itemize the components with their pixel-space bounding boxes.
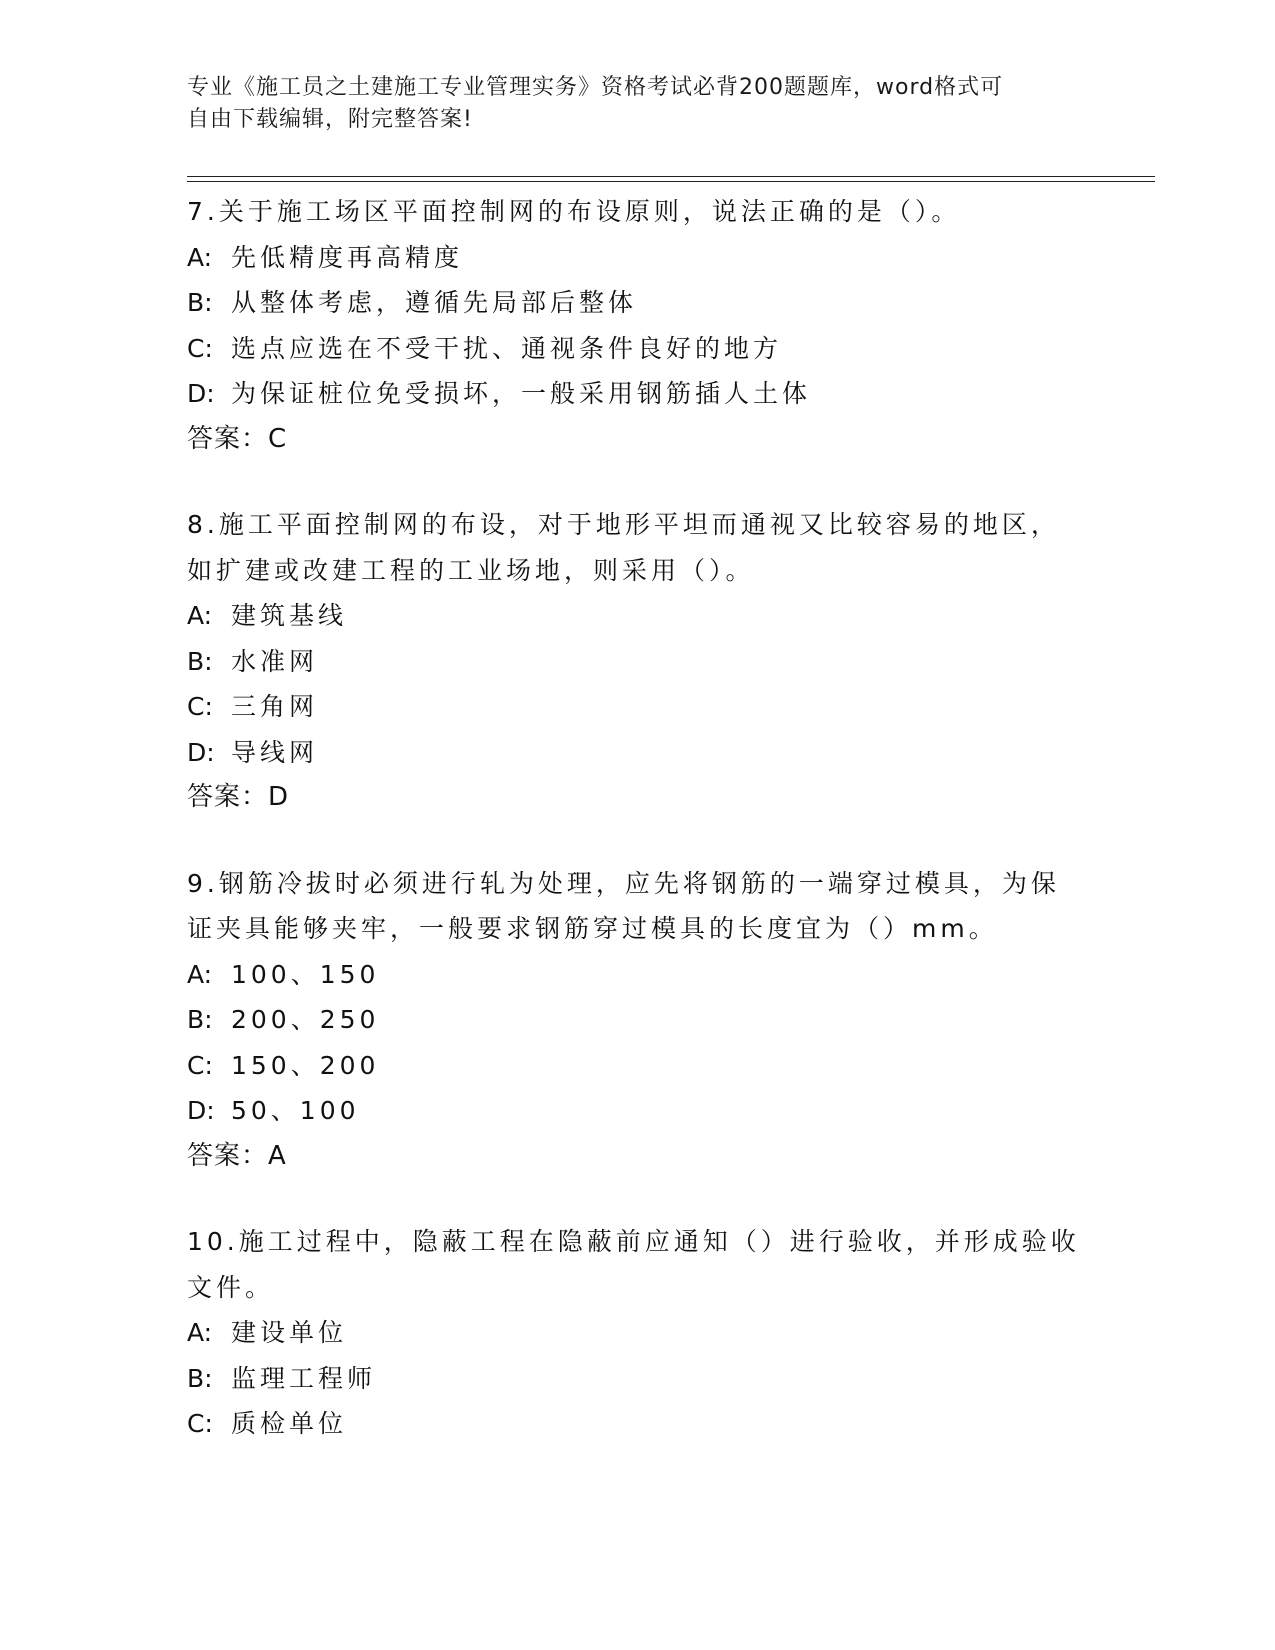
answer-option [187, 280, 1087, 326]
option-key: B: [187, 288, 213, 317]
header-line-1: 专业《施工员之土建施工专业管理实务》资格考试必背200题题库，word格式可 [187, 75, 1004, 100]
answer-option [187, 952, 1087, 998]
question-text: 9.钢筋冷拔时必须进行轧为处理，应先将钢筋的一端穿过模具，为保 [187, 868, 1060, 898]
answer-key: 答案：A [187, 1140, 287, 1171]
option-text: 200、250 [231, 1005, 380, 1034]
header-line-2: 自由下载编辑，附完整答案! [187, 107, 473, 132]
answer-option [187, 730, 1087, 776]
option-key: A: [187, 601, 213, 630]
option-text: 监理工程师 [231, 1363, 377, 1393]
option-key: C: [187, 1050, 213, 1080]
answer-option [187, 1043, 1087, 1089]
option-key: C: [187, 692, 213, 721]
question-item [187, 861, 1087, 1180]
option-text: 100、150 [231, 959, 380, 989]
option-text: 从整体考虑，遵循先局部后整体 [231, 288, 638, 317]
option-text: 建设单位 [231, 1318, 348, 1347]
question-text: 10.施工过程中，隐蔽工程在隐蔽前应通知（）进行验收，并形成验收 [187, 1227, 1080, 1256]
answer-option [187, 1356, 1087, 1402]
option-key: B: [187, 646, 213, 676]
option-key: C: [187, 1409, 213, 1438]
header-divider-top [187, 176, 1155, 177]
option-text: 为保证桩位免受损坏，一般采用钢筋插人土体 [231, 379, 812, 408]
option-text: 150、200 [231, 1050, 380, 1080]
option-key: A: [187, 959, 213, 989]
answer-option [187, 593, 1087, 639]
option-key: B: [187, 1363, 213, 1393]
option-text: 水准网 [231, 646, 319, 676]
option-text: 选点应选在不受干扰、通视条件良好的地方 [231, 333, 783, 363]
question-item [187, 189, 1087, 462]
question-text: 证夹具能够夹牢，一般要求钢筋穿过模具的长度宜为（）mm。 [187, 914, 998, 943]
option-text: 质检单位 [231, 1409, 348, 1438]
question-text: 7.关于施工场区平面控制网的布设原则，说法正确的是（）。 [187, 197, 961, 226]
question-list [187, 189, 1087, 1487]
option-key: D: [187, 1096, 215, 1125]
question-text: 8.施工平面控制网的布设，对于地形平坦而通视又比较容易的地区， [187, 510, 1060, 539]
option-text: 50、100 [231, 1096, 360, 1125]
option-key: C: [187, 333, 213, 363]
option-key: B: [187, 1005, 213, 1034]
option-text: 先低精度再高精度 [231, 242, 464, 272]
question-item [187, 1219, 1087, 1447]
answer-option [187, 1088, 1087, 1134]
option-key: D: [187, 379, 215, 408]
answer-option [187, 326, 1087, 372]
answer-option [187, 639, 1087, 685]
option-text: 建筑基线 [231, 601, 348, 630]
answer-option [187, 997, 1087, 1043]
answer-option [187, 371, 1087, 417]
answer-option [187, 1310, 1087, 1356]
option-text: 三角网 [231, 692, 319, 721]
answer-key: 答案：C [187, 423, 288, 454]
option-text: 导线网 [231, 737, 319, 767]
question-item [187, 502, 1087, 821]
option-key: A: [187, 242, 213, 272]
option-key: D: [187, 737, 215, 767]
answer-option [187, 235, 1087, 281]
question-text: 如扩建或改建工程的工业场地，则采用（）。 [187, 555, 755, 585]
document-header [187, 72, 1087, 136]
answer-option [187, 684, 1087, 730]
answer-option [187, 1401, 1087, 1447]
question-text: 文件。 [187, 1272, 275, 1302]
answer-key: 答案：D [187, 782, 290, 812]
option-key: A: [187, 1318, 213, 1347]
header-divider-bottom [187, 181, 1155, 182]
